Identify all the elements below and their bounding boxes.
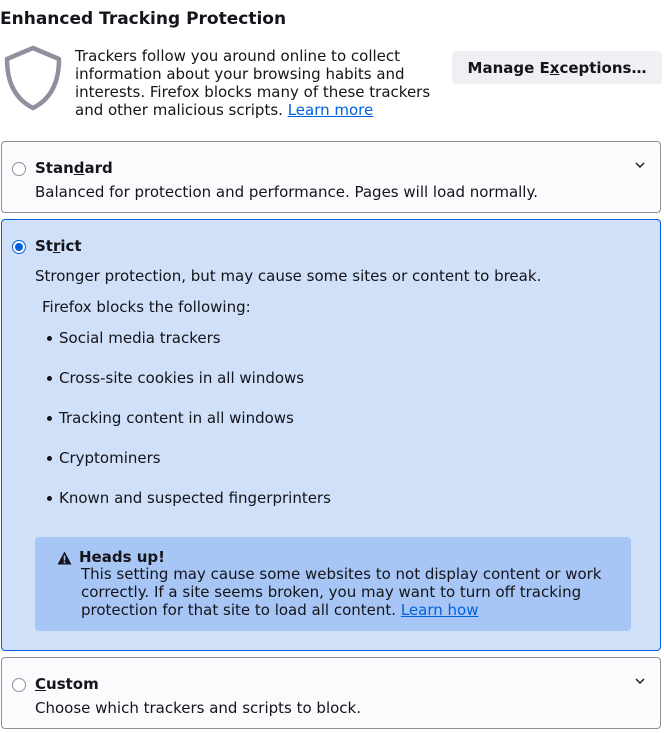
chevron-down-icon[interactable] — [634, 677, 646, 685]
standard-accesskey: d — [73, 159, 85, 177]
custom-accesskey: C — [35, 675, 47, 693]
standard-label-end: ard — [84, 159, 113, 177]
strict-accesskey: r — [52, 237, 61, 255]
strict-label — [35, 237, 82, 255]
standard-label — [35, 159, 113, 177]
intro-description: Trackers follow you around online to collect information about your browsing habits and interests. Firefox blocks many of these trackers and other malicious scripts. — [75, 47, 431, 119]
manage-exceptions-button[interactable] — [452, 51, 662, 84]
custom-option-card[interactable] — [1, 657, 661, 729]
custom-radio[interactable] — [12, 678, 26, 692]
manage-exceptions-label-end: ceptions… — [559, 58, 647, 77]
warning-text — [81, 565, 621, 619]
strict-option-card[interactable] — [1, 219, 661, 651]
manage-exceptions-label-start: Manage E — [467, 58, 550, 77]
list-item: Known and suspected fingerprinters — [46, 488, 331, 528]
warning-body: This setting may cause some websites to not display content or work correctly. If a site seems broken, you may want to turn off tracking protection for that site to load all content. — [81, 565, 602, 619]
standard-label-start: Stan — [35, 159, 74, 177]
standard-description: Balanced for protection and performance. Pages will load normally. — [35, 183, 538, 201]
custom-label-end: ustom — [46, 675, 99, 693]
list-item: Tracking content in all windows — [46, 408, 331, 448]
list-item: Social media trackers — [46, 328, 331, 368]
strict-label-start: St — [35, 237, 53, 255]
warning-title: Heads up! — [79, 548, 165, 566]
custom-description: Choose which trackers and scripts to block. — [35, 699, 361, 717]
standard-option-card[interactable] — [1, 141, 661, 213]
strict-description: Stronger protection, but may cause some sites or content to break. — [35, 267, 542, 285]
intro-text — [75, 47, 445, 119]
standard-radio[interactable] — [12, 162, 26, 176]
warning-box — [35, 537, 631, 631]
blocked-list — [46, 328, 331, 528]
strict-radio[interactable] — [12, 240, 26, 254]
list-item: Cryptominers — [46, 448, 331, 488]
page-title: Enhanced Tracking Protection — [0, 9, 287, 29]
chevron-down-icon[interactable] — [634, 161, 646, 169]
manage-exceptions-accesskey: x — [549, 58, 560, 77]
custom-label — [35, 675, 99, 693]
learn-how-link[interactable]: Learn how — [400, 601, 479, 619]
shield-icon — [3, 45, 63, 111]
strict-label-end: ict — [60, 237, 82, 255]
list-item: Cross-site cookies in all windows — [46, 368, 331, 408]
warning-icon — [57, 551, 72, 565]
blocks-heading: Firefox blocks the following: — [42, 298, 251, 316]
learn-more-link[interactable]: Learn more — [287, 101, 374, 119]
